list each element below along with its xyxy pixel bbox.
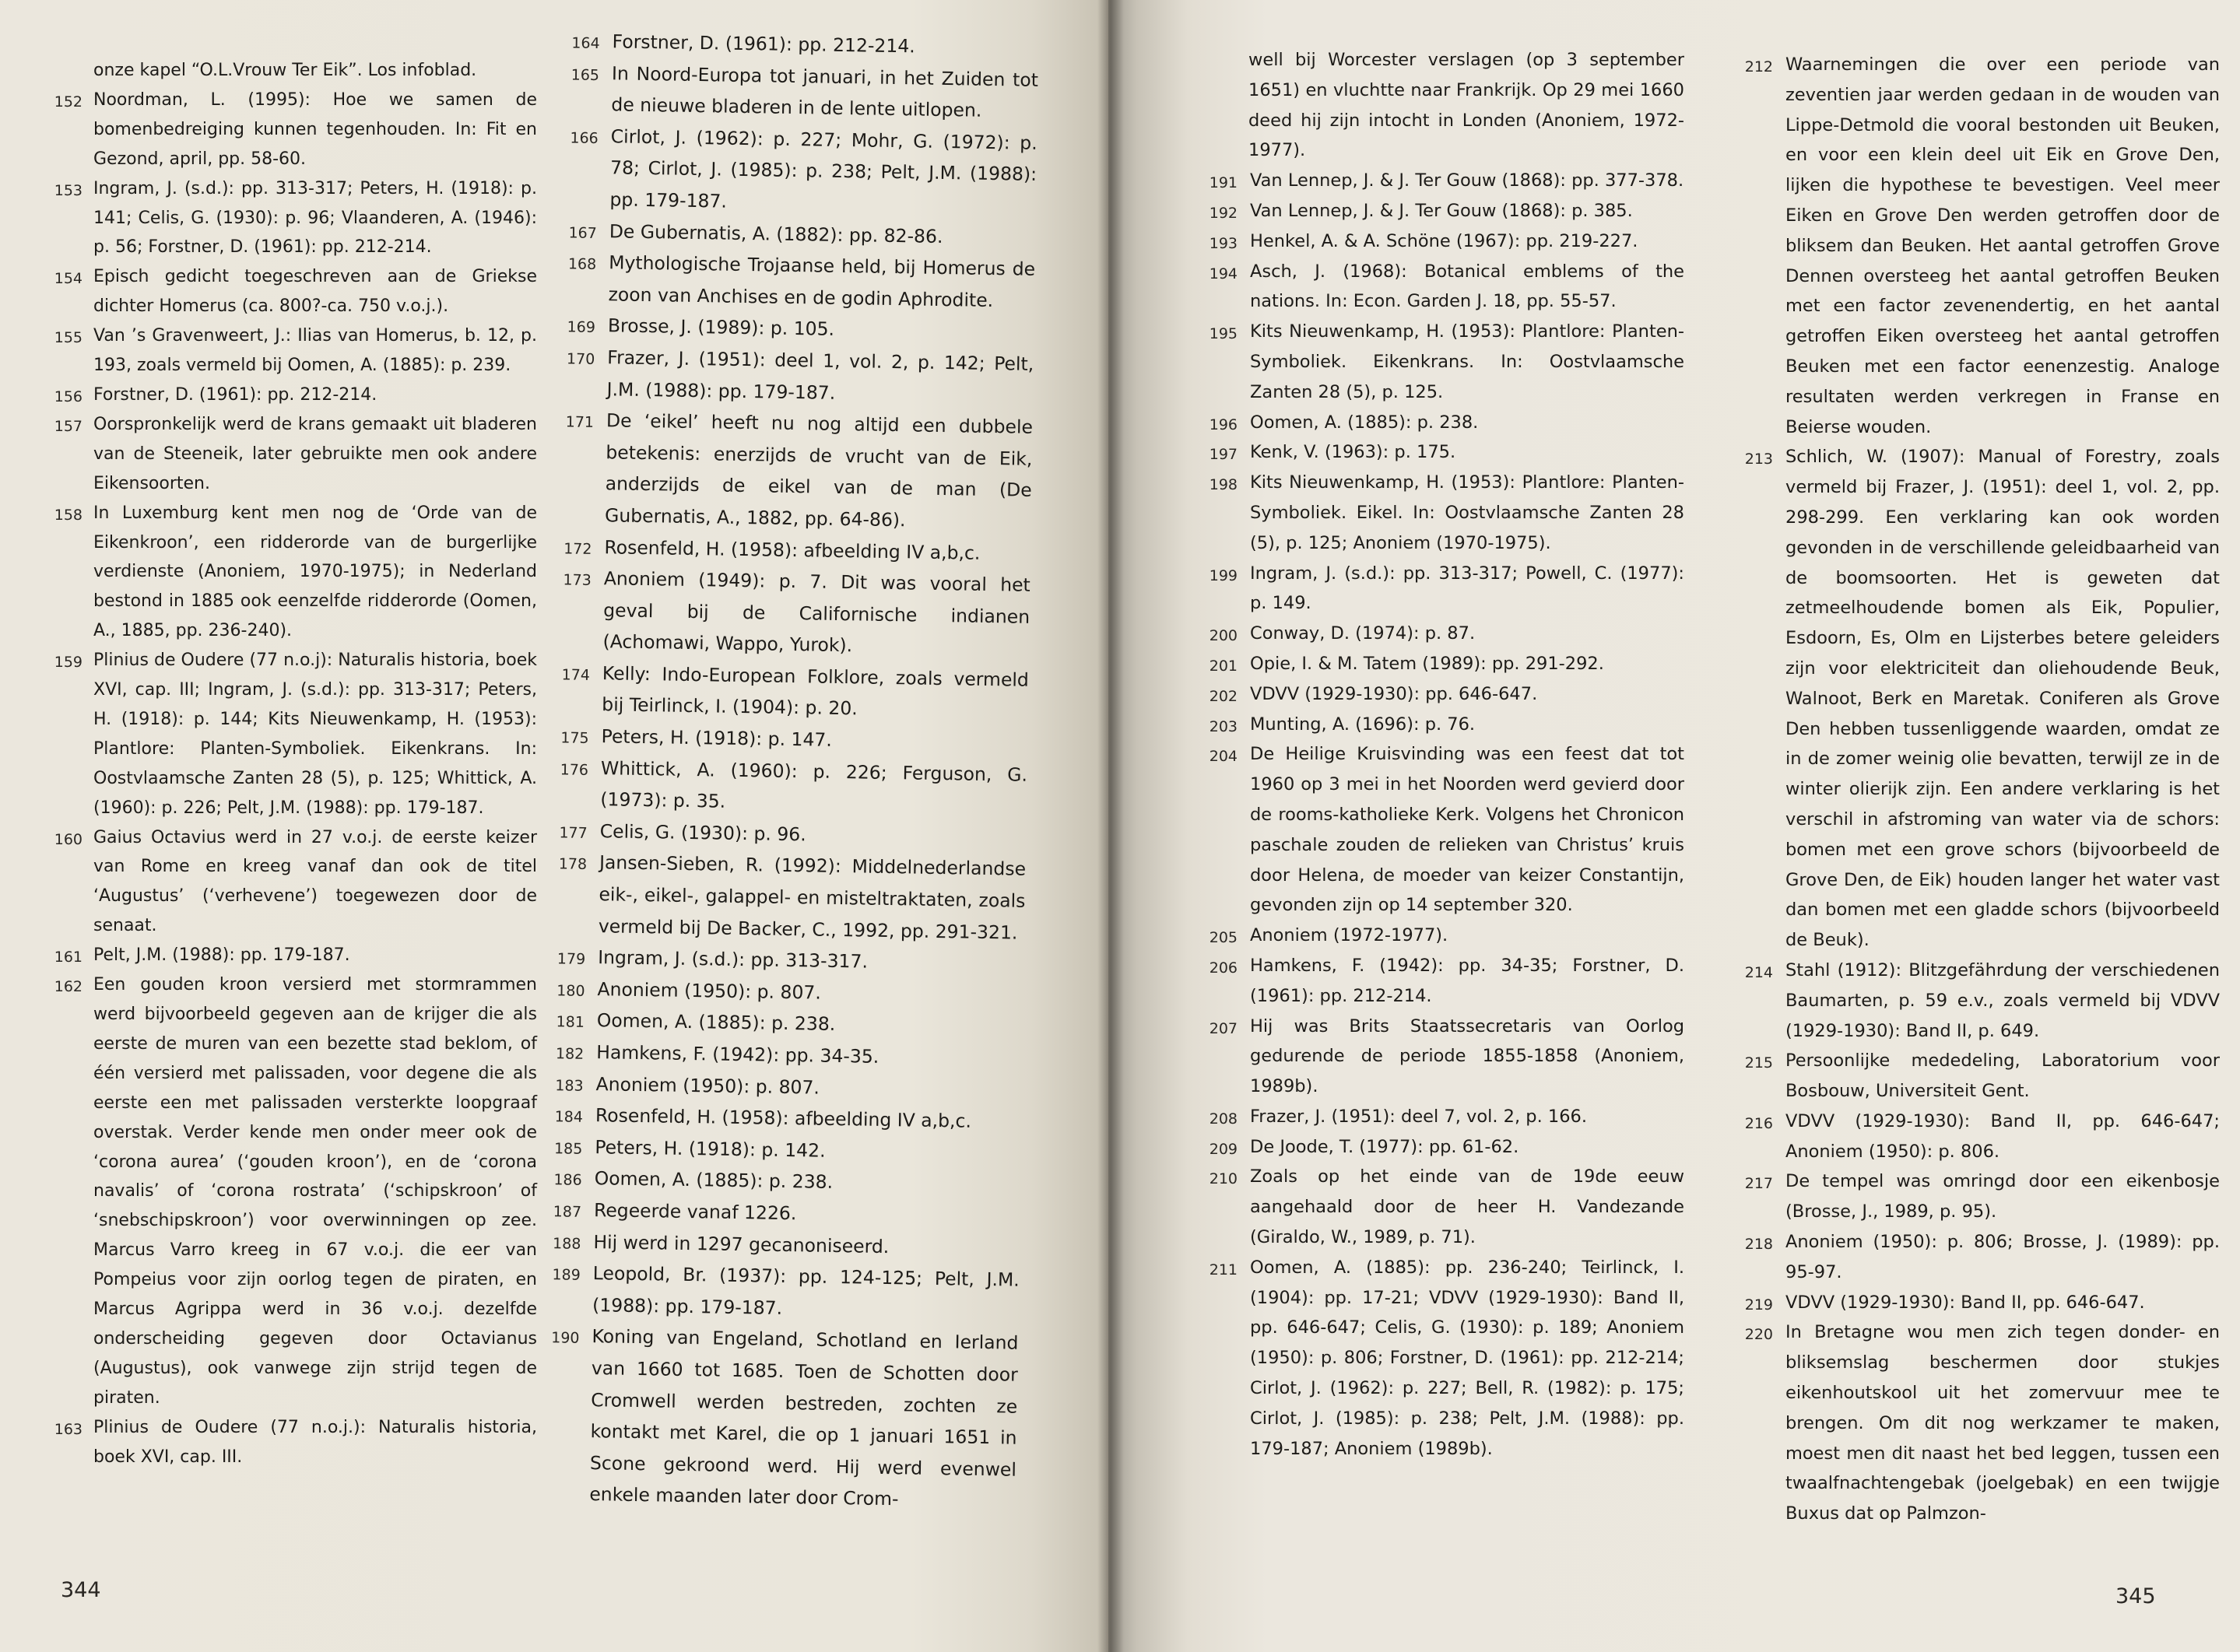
footnote-text: Zoals op het einde van de 19de eeuw aangehaald door de heer H. Vandezande (Giraldo, W., 1989, p. 71).: [1250, 1166, 1684, 1248]
footnote-number: 216: [1744, 1114, 1773, 1132]
footnote-158: [31, 499, 537, 647]
footnote-number: 156: [54, 388, 83, 405]
footnote-194: [1186, 257, 1684, 317]
footnote-number: 155: [54, 329, 83, 347]
footnote-text: Rosenfeld, H. (1958): afbeelding IV a,b,c.: [604, 535, 981, 564]
footnote-210: [1186, 1162, 1684, 1252]
footnote-number: 214: [1744, 963, 1773, 981]
footnote-text: Munting, A. (1696): p. 76.: [1250, 714, 1476, 735]
footnote-text: Kelly: Indo-European Folklore, zoals vermeld bij Teirlinck, I. (1904): p. 20.: [602, 662, 1030, 720]
footnote-text: Rosenfeld, H. (1958): afbeelding IV a,b,c.: [595, 1104, 972, 1132]
footnote-text: Oomen, A. (1885): p. 238.: [1250, 412, 1479, 433]
footnote-text: Celis, G. (1930): p. 96.: [599, 820, 806, 846]
page-number: 344: [61, 1578, 101, 1602]
footnote-207: [1186, 1012, 1684, 1102]
footnote-text: De Gubernatis, A. (1882): pp. 82-86.: [609, 219, 943, 247]
footnote-number: 199: [1209, 566, 1238, 584]
footnote-212: [1722, 50, 2220, 442]
footnote-text: Jansen-Sieben, R. (1992): Middelnederlandse eik-, eikel-, galappel- en misteltraktaten, zoals vermeld bij De Backer, C., 1992, pp. 291-321.: [598, 851, 1027, 944]
footnote-number: 154: [54, 270, 83, 288]
footnote-162: [31, 970, 537, 1413]
footnote-text: Pelt, J.M. (1988): pp. 179-187.: [93, 945, 350, 966]
footnote-number: 219: [1744, 1296, 1773, 1314]
footnote-text: Episch gedicht toegeschreven aan de Griekse dichter Homerus (ca. 800?-ca. 750 v.o.j.).: [93, 267, 537, 317]
footnote-173: [539, 562, 1030, 665]
footnote-text: Kits Nieuwenkamp, H. (1953): Plantlore: Planten-Symboliek. Eikenkrans. In: Oostvlaamsche Zanten 28 (5), p. 125.: [1250, 321, 1684, 402]
footnote-text: Cirlot, J. (1962): p. 227; Mohr, G. (1972): p. 78; Cirlot, J. (1985): p. 238; Pelt, J.M. (1988): pp. 179-187.: [609, 125, 1037, 212]
footnote-text: Anoniem (1950): p. 807.: [595, 1072, 820, 1099]
footnote-number: 183: [555, 1076, 584, 1095]
footnote-text: Forstner, D. (1961): pp. 212-214.: [612, 30, 915, 58]
footnote-166: [546, 120, 1037, 223]
footnote-number: 208: [1209, 1110, 1238, 1128]
footnote-189: [528, 1257, 1020, 1328]
footnote-text: VDVV (1929-1930): Band II, pp. 646-647.: [1785, 1292, 2145, 1313]
footnote-text: Van Lennep, J. & J. Ter Gouw (1868): pp. 377-378.: [1250, 170, 1684, 191]
footnote-number: 192: [1209, 204, 1238, 222]
footnote-200: [1186, 619, 1684, 649]
footnote-202: [1186, 679, 1684, 710]
footnote-220: [1722, 1317, 2220, 1529]
footnote-218: [1722, 1227, 2220, 1288]
footnote-number: 174: [561, 666, 591, 684]
footnote-column: [31, 56, 537, 1472]
footnote-197: [1186, 437, 1684, 468]
footnote-text: De tempel was omringd door een eikenbosje (Brosse, J., 1989, p. 95).: [1785, 1171, 2220, 1222]
footnote-number: 165: [571, 66, 600, 84]
footnote-214: [1722, 956, 2220, 1046]
footnote-number: 188: [552, 1234, 581, 1253]
page-number: 345: [2115, 1584, 2156, 1608]
footnote-number: 186: [553, 1171, 582, 1190]
footnote-155: [31, 321, 537, 381]
footnote-number: 153: [54, 181, 83, 199]
footnote-text: Ingram, J. (s.d.): pp. 313-317; Peters, H. (1918): p. 141; Celis, G. (1930): p. 96; Vlaanderen, A. (1946): p. 56; Forstner, D. (1961): pp. 212-214.: [93, 178, 537, 258]
footnote-number: 205: [1209, 929, 1238, 947]
footnote-number: 201: [1209, 657, 1238, 675]
footnote-column: [525, 25, 1039, 1517]
footnote-text: Een gouden kroon versierd met stormrammen werd bijvoorbeeld gegeven aan de krijger die als eerste de muren van een bezette stad beklom, of één versierd met palissaden, voor degene die als eerste een met palissaden versterkte loopgraaf overstak. Verder kende men onder meer ook de ‘corona aurea’ (‘gouden kroon’), en de ‘corona navalis’ of ‘corona rostrata’ (‘schipskroon’ of ‘snebschipskroon’) voor overwinningen op zee. Marcus Varro kreeg in 67 v.o.j. die eer van Pompeius voor zijn oorlog tegen de piraten, en Marcus Agrippa werd in 36 v.o.j. dezelfde onderscheiding gegeven door Octavianus (Augustus), ook vanwege zijn strijd tegen de piraten.: [93, 975, 537, 1408]
footnote-217: [1722, 1166, 2220, 1227]
footnote-number: 160: [54, 830, 83, 848]
footnote-153: [31, 174, 537, 263]
footnote-text: Opie, I. & M. Tatem (1989): pp. 291-292.: [1250, 653, 1604, 674]
footnote-192: [1186, 196, 1684, 226]
footnote-number: 171: [565, 413, 595, 432]
footnote-number: 210: [1209, 1170, 1238, 1188]
footnote-number: 180: [556, 982, 585, 1000]
footnote-number: 209: [1209, 1140, 1238, 1158]
footnote-number: 220: [1744, 1326, 1773, 1344]
footnote-text: Van ’s Gravenweert, J.: Ilias van Homerus, b. 12, p. 193, zoals vermeld bij Oomen, A. (1885): p. 239.: [93, 326, 537, 376]
footnote-continuation: [31, 56, 537, 86]
footnote-number: 187: [553, 1203, 582, 1221]
footnote-text: Whittick, A. (1960): p. 226; Ferguson, G. (1973): p. 35.: [600, 756, 1028, 812]
footnote-number: 207: [1209, 1019, 1238, 1037]
footnote-number: 212: [1744, 58, 1773, 75]
footnote-number: 169: [567, 318, 596, 337]
footnote-number: 189: [552, 1266, 581, 1284]
footnote-199: [1186, 559, 1684, 619]
footnote-text: Oomen, A. (1885): pp. 236-240; Teirlinck, I. (1904): pp. 17-21; VDVV (1929-1930): Band II, pp. 646-647; Celis, G. (1930): p. 189; Anoniem (1950): p. 806; Forstner, D. (1961): pp. 212-214; Cirlot, J. (1962): p. 227; Bell, R. (1982): p. 175; Cirlot, J. (1985): p. 238; Pelt, J.M. (1988): pp. 179-187; Anoniem (1989b).: [1250, 1257, 1684, 1459]
footnote-209: [1186, 1132, 1684, 1163]
footnote-198: [1186, 468, 1684, 558]
footnote-152: [31, 86, 537, 174]
footnote-text: Ingram, J. (s.d.): pp. 313-317; Powell, C. (1977): p. 149.: [1250, 563, 1684, 614]
footnote-205: [1186, 921, 1684, 951]
footnote-text: Gaius Octavius werd in 27 v.o.j. de eerste keizer van Rome en kreeg vanaf dan ook de titel ‘Augustus’ (‘verhevene’) toegewezen door de senaat.: [93, 827, 537, 936]
footnote-number: 185: [553, 1140, 583, 1158]
footnote-170: [542, 341, 1034, 412]
footnote-number: 215: [1744, 1054, 1773, 1072]
footnote-text: Frazer, J. (1951): deel 7, vol. 2, p. 166.: [1250, 1106, 1587, 1127]
footnote-number: 203: [1209, 717, 1238, 735]
footnote-number: 163: [54, 1420, 83, 1438]
footnote-163: [31, 1413, 537, 1472]
footnote-number: 184: [554, 1108, 584, 1127]
footnote-text: Frazer, J. (1951): deel 1, vol. 2, p. 142; Pelt, J.M. (1988): pp. 179-187.: [606, 346, 1034, 404]
footnote-number: 173: [563, 571, 592, 590]
footnote-number: 213: [1744, 451, 1773, 468]
footnote-157: [31, 410, 537, 499]
footnote-number: 206: [1209, 959, 1238, 977]
footnote-text: Mythologische Trojaanse held, bij Homerus de zoon van Anchises en de godin Aphrodite.: [608, 251, 1036, 311]
footnote-193: [1186, 226, 1684, 257]
footnote-text: Hij was Brits Staatssecretaris van Oorlog gedurende de periode 1855-1858 (Anoniem, 1989b).: [1250, 1015, 1684, 1097]
footnote-176: [536, 752, 1027, 822]
footnote-column: [1186, 45, 1684, 1464]
footnote-204: [1186, 739, 1684, 921]
footnote-text: De ‘eikel’ heeft nu nog altijd een dubbele betekenis: enerzijds de vrucht van de Eik, anderzijds de eikel van de man (De Gubernatis, A., 1882, pp. 64-86).: [604, 409, 1034, 531]
footnote-number: 167: [568, 223, 597, 242]
footnote-number: 177: [559, 824, 588, 842]
footnote-text: Asch, J. (1968): Botanical emblems of the nations. In: Econ. Garden J. 18, pp. 55-57.: [1250, 261, 1684, 312]
footnote-text: Plinius de Oudere (77 n.o.j.): Naturalis historia, boek XVI, cap. III.: [93, 1417, 537, 1467]
footnote-number: 176: [560, 761, 589, 779]
footnote-159: [31, 646, 537, 822]
footnote-text: well bij Worcester verslagen (op 3 september 1651) en vluchtte naar Frankrijk. Op 29 mei 1660 deed hij zijn intocht in Londen (Anoniem, 1972-1977).: [1248, 50, 1684, 161]
footnote-206: [1186, 951, 1684, 1012]
footnote-text: Brosse, J. (1989): p. 105.: [607, 314, 835, 341]
right-page: [1108, 0, 2240, 1652]
footnote-text: Henkel, A. & A. Schöne (1967): pp. 219-227.: [1250, 230, 1638, 251]
footnote-text: Conway, D. (1974): p. 87.: [1250, 623, 1476, 644]
footnote-number: 195: [1209, 325, 1238, 343]
footnote-text: Stahl (1912): Blitzgefährdung der verschiedenen Baumarten, p. 59 e.v., zoals vermeld bij VDVV (1929-1930): Band II, p. 649.: [1785, 959, 2220, 1041]
footnote-text: Anoniem (1949): p. 7. Dit was vooral het geval bij de Californische indianen (Achomawi, Wappo, Yurok).: [602, 567, 1030, 657]
footnote-text: Peters, H. (1918): p. 147.: [601, 725, 833, 751]
footnote-number: 181: [556, 1013, 585, 1032]
footnote-171: [541, 404, 1033, 538]
footnote-number: 211: [1209, 1261, 1238, 1278]
footnote-text: In Luxemburg kent men nog de ‘Orde van de Eikenkroon’, een ridderorde van de burgerlijke verdienste (Anoniem, 1970-1975); in Nederland bestond in 1885 ook eenzelfde ridderorde (Oomen, A., 1885, pp. 236-240).: [93, 503, 537, 641]
footnote-201: [1186, 649, 1684, 679]
footnote-208: [1186, 1102, 1684, 1132]
footnote-number: 175: [560, 729, 589, 747]
footnote-text: Waarnemingen die over een periode van zeventien jaar werden gedaan in de wouden van Lippe-Detmold die vooral bestonden uit Beuken, en voor een klein deel uit Eik en Grove Den, lijken die hypothese te bevestigen. Veel meer Eiken en Grove Den werden getroffen door de bliksem dan Beuken. Het aantal getroffen Grove Dennen oversteeg het aantal getroffen Beuken met een factor zevenendertig, en het aantal getroffen Eiken oversteeg het aantal getroffen Beuken met een factor eenenzestig. Analoge resultaten werden verkregen in Franse en Beierse wouden.: [1785, 54, 2220, 437]
footnote-174: [538, 657, 1029, 728]
footnote-text: De Heilige Kruisvinding was een feest dat tot 1960 op 3 mei in het Noorden werd gevierd door de rooms-katholieke Kerk. Volgens het Chronicon paschale zouden de relieken van Christus’ kruis door Helena, de moeder van keizer Constantijn, gevonden zijn op 14 september 320.: [1250, 744, 1684, 916]
footnote-number: 217: [1744, 1175, 1773, 1193]
footnote-number: 202: [1209, 687, 1238, 705]
footnote-number: 158: [54, 506, 83, 524]
footnote-text: Regeerde vanaf 1226.: [593, 1199, 797, 1225]
footnote-165: [547, 57, 1038, 128]
footnote-number: 172: [563, 539, 592, 558]
footnote-text: De Joode, T. (1977): pp. 61-62.: [1250, 1136, 1519, 1157]
footnote-195: [1186, 317, 1684, 407]
footnote-number: 179: [556, 950, 586, 969]
footnote-text: Noordman, L. (1995): Hoe we samen de bomenbedreiging kunnen tegenhouden. In: Fit en Gezond, april, pp. 58-60.: [93, 89, 537, 169]
footnote-text: Kenk, V. (1963): p. 175.: [1250, 442, 1456, 463]
footnote-216: [1722, 1107, 2220, 1167]
footnote-number: 162: [54, 978, 83, 996]
footnote-text: Leopold, Br. (1937): pp. 124-125; Pelt, J.M. (1988): pp. 179-187.: [592, 1262, 1020, 1319]
footnote-number: 190: [551, 1329, 580, 1348]
footnote-text: In Noord-Europa tot januari, in het Zuiden tot de nieuwe bladeren in de lente uitlopen.: [611, 61, 1039, 121]
footnote-number: 170: [566, 350, 595, 368]
footnote-number: 168: [567, 255, 597, 274]
footnote-number: 194: [1209, 265, 1238, 282]
book-gutter: [1097, 0, 1124, 1652]
footnote-text: Anoniem (1950): p. 807.: [597, 977, 822, 1004]
footnote-number: 218: [1744, 1236, 1773, 1254]
footnote-text: Ingram, J. (s.d.): pp. 313-317.: [597, 946, 869, 973]
footnote-154: [31, 262, 537, 321]
footnote-168: [544, 246, 1035, 317]
footnote-number: 182: [555, 1045, 585, 1063]
footnote-text: Hamkens, F. (1942): pp. 34-35.: [596, 1041, 879, 1068]
footnote-203: [1186, 710, 1684, 740]
footnote-196: [1186, 408, 1684, 438]
footnote-text: Schlich, W. (1907): Manual of Forestry, zoals vermeld bij Frazer, J. (1951): deel 1, vol. 2, pp. 298-299. Een verklaring kan ook worden gevonden in de verschillende geleidbaarheid van de boomsoorten. Het is geweten dat zetmeelhoudende bomen als Eik, Populier, Esdoorn, Es, Olm en Lijsterbes betere geleiders zijn voor elektriciteit dan oliehoudende Beuk, Walnoot, Berk en Maretak. Coniferen als Grove Den hebben tussenliggende waarden, omdat ze in de zomer weinig olie bevatten, terwijl ze in de winter olierijk zijn. Een andere verklaring is het verschil in afstroming van water via de schors: bomen met een grove schors (bijvoorbeeld de Grove Den, de Eik) houden langer het water vast dan bomen met een gladde schors (bijvoorbeeld de Beuk).: [1785, 447, 2220, 951]
footnote-text: VDVV (1929-1930): pp. 646-647.: [1250, 683, 1538, 704]
footnote-text: Oomen, A. (1885): p. 238.: [596, 1009, 836, 1036]
footnote-text: Hij werd in 1297 gecanoniseerd.: [593, 1230, 890, 1257]
footnote-text: Anoniem (1950): p. 806; Brosse, J. (1989): pp. 95-97.: [1785, 1232, 2220, 1282]
footnote-number: 178: [558, 855, 588, 874]
footnote-text: Hamkens, F. (1942): pp. 34-35; Forstner, D. (1961): pp. 212-214.: [1250, 955, 1684, 1006]
footnote-text: Oomen, A. (1885): p. 238.: [594, 1167, 834, 1194]
footnote-text: Peters, H. (1918): p. 142.: [595, 1135, 826, 1162]
footnote-text: Plinius de Oudere (77 n.o.j): Naturalis historia, boek XVI, cap. III; Ingram, J. (s.d.): pp. 313-317; Peters, H. (1918): p. 144; Kits Nieuwenkamp, H. (1953): Plantlore: Planten-Symboliek. Eikenkrans. In: Oostvlaamsche Zanten 28 (5), p. 125; Whittick, A. (1960): p. 226; Pelt, J.M. (1988): pp. 179-187.: [93, 651, 537, 818]
footnote-text: VDVV (1929-1930): Band II, pp. 646-647; Anoniem (1950): p. 806.: [1785, 1110, 2220, 1162]
footnote-213: [1722, 442, 2220, 956]
footnote-number: 191: [1209, 174, 1238, 192]
footnote-number: 152: [54, 93, 83, 110]
footnote-156: [31, 381, 537, 410]
footnote-number: 161: [54, 949, 83, 966]
footnote-161: [31, 941, 537, 970]
footnote-text: Oorspronkelijk werd de krans gemaakt uit bladeren van de Steeneik, later gebruikte men ook andere Eikensoorten.: [93, 414, 537, 493]
footnote-number: 159: [54, 654, 83, 672]
footnote-text: Kits Nieuwenkamp, H. (1953): Plantlore: Planten-Symboliek. Eikel. In: Oostvlaamsche Zanten 28 (5), p. 125; Anoniem (1970-1975).: [1250, 472, 1684, 553]
footnote-continuation: [1186, 45, 1684, 166]
footnote-number: 197: [1209, 446, 1238, 464]
footnote-text: Anoniem (1972-1977).: [1250, 925, 1448, 946]
footnote-number: 193: [1209, 234, 1238, 252]
footnote-211: [1186, 1253, 1684, 1464]
footnote-160: [31, 823, 537, 942]
footnote-215: [1722, 1046, 2220, 1107]
footnote-text: Van Lennep, J. & J. Ter Gouw (1868): p. 385.: [1250, 200, 1633, 221]
footnote-number: 200: [1209, 627, 1238, 645]
footnote-178: [535, 846, 1027, 949]
footnote-column: [1722, 50, 2220, 1529]
footnote-219: [1722, 1288, 2220, 1318]
footnote-number: 196: [1209, 416, 1238, 433]
footnote-text: Persoonlijke mededeling, Laboratorium voor Bosbouw, Universiteit Gent.: [1785, 1050, 2220, 1102]
footnote-number: 166: [570, 129, 599, 147]
footnote-text: onze kapel “O.L.Vrouw Ter Eik”. Los infoblad.: [93, 61, 477, 80]
footnote-number: 204: [1209, 748, 1238, 766]
footnote-text: Forstner, D. (1961): pp. 212-214.: [93, 384, 377, 405]
footnote-number: 198: [1209, 476, 1238, 494]
left-page: [0, 0, 1108, 1652]
footnote-191: [1186, 166, 1684, 196]
footnote-190: [525, 1320, 1019, 1517]
footnote-text: Koning van Engeland, Schotland en Ierland van 1660 tot 1685. Toen de Schotten door Cromwell werden bestreden, zochten ze kontakt met Karel, die op 1 januari 1651 in Scone gekroond werd. Hij werd evenwel enkele maanden later door Crom-: [589, 1325, 1019, 1510]
footnote-number: 164: [571, 34, 600, 53]
footnote-text: In Bretagne wou men zich tegen donder- en bliksemslag beschermen door stukjes eikenhoutskool uit het zomervuur mee te brengen. Om dit nog werkzamer te maken, moest men dit naast het bed leggen, tussen een twaalfnachtengebak (joelgebak) en een twijgje Buxus dat op Palmzon-: [1785, 1322, 2220, 1524]
footnote-number: 157: [54, 417, 83, 435]
